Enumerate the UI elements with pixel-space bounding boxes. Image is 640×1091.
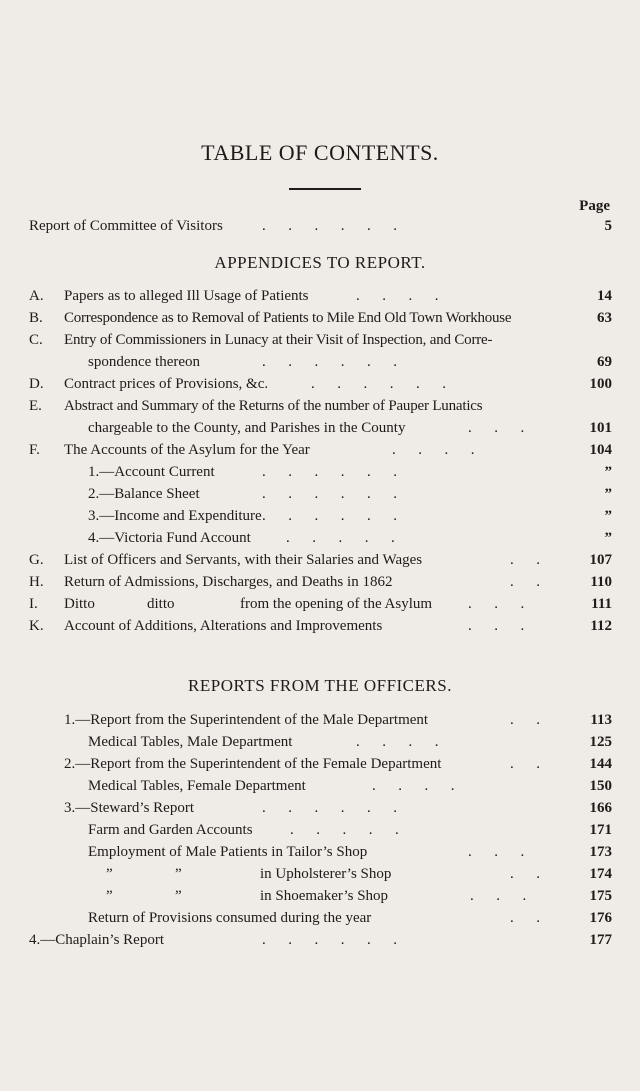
- report-entry-3-tailor: [0, 841, 640, 863]
- entry-leader: . . . . . .: [262, 800, 397, 816]
- entry-leader: . . . .: [356, 734, 439, 750]
- entry-text: 1.—Report from the Superintendent of the Male Department: [64, 712, 429, 728]
- title-rule: [289, 188, 361, 190]
- entry-text: Correspondence as to Removal of Patients to Mile End Old Town Workhouse: [64, 310, 512, 326]
- entry-text: The Accounts of the Asylum for the Year: [64, 442, 310, 458]
- entry-text-detail: from the opening of the Asylum: [240, 596, 433, 612]
- entry-leader: . . . . . .: [262, 218, 397, 234]
- entry-letter: F.: [29, 442, 40, 458]
- appendix-entry-a: [0, 285, 640, 307]
- entry-text-detail: in Shoemaker’s Shop: [260, 888, 389, 904]
- report-entry-2: [0, 753, 640, 775]
- entry-page: ”: [604, 508, 612, 524]
- entry-page: 107: [589, 552, 612, 568]
- entry-page: 144: [589, 756, 612, 772]
- entry-page: 101: [589, 420, 612, 436]
- page-title: TABLE OF CONTENTS.: [201, 140, 439, 165]
- entry-letter: I.: [29, 596, 38, 612]
- appendix-entry-f2: [0, 483, 640, 505]
- entry-leader: . . . . . .: [262, 486, 397, 502]
- entry-text: Medical Tables, Female Department: [88, 778, 306, 794]
- entry-leader: . .: [510, 712, 540, 728]
- appendix-entry-c: [0, 329, 640, 351]
- entry-leader: . . . . . .: [262, 354, 397, 370]
- entry-page: ”: [604, 530, 612, 546]
- entry-text: 2.—Report from the Superintendent of the Female Department: [64, 756, 442, 772]
- entry-letter: H.: [29, 574, 44, 590]
- entry-leader: . . . . . .: [311, 376, 446, 392]
- entry-ditto-mark: ”: [175, 888, 182, 904]
- entry-text: 3.—Income and Expenditure: [88, 508, 262, 524]
- entry-page: 173: [589, 844, 612, 860]
- report-entry-3-shoemaker: [0, 885, 640, 907]
- entry-page: 63: [597, 310, 612, 326]
- entry-letter: C.: [29, 332, 43, 348]
- appendix-entry-e-cont: [0, 417, 640, 439]
- appendix-entry-h: [0, 571, 640, 593]
- report-entry-4: [0, 929, 640, 951]
- entry-leader: . .: [510, 756, 540, 772]
- entry-leader: . .: [510, 866, 540, 882]
- appendix-entry-k: [0, 615, 640, 637]
- entry-leader: . . .: [468, 420, 525, 436]
- report-entry-3-farm: [0, 819, 640, 841]
- entry-leader: . . .: [468, 844, 525, 860]
- entry-leader: . . . . . .: [262, 932, 397, 948]
- entry-page: 14: [597, 288, 612, 304]
- appendix-entry-i: [0, 593, 640, 615]
- entry-page: 150: [589, 778, 612, 794]
- entry-text: Abstract and Summary of the Returns of the number of Pauper Lunatics: [64, 398, 483, 414]
- entry-text: Account of Additions, Alterations and Improvements: [64, 618, 383, 634]
- entry-leader: . . . . . .: [262, 464, 397, 480]
- entry-page: 111: [591, 596, 612, 612]
- entry-page: 113: [590, 712, 612, 728]
- entry-leader: . . .: [470, 888, 527, 904]
- entry-text: Farm and Garden Accounts: [88, 822, 253, 838]
- entry-page: ”: [604, 486, 612, 502]
- appendix-entry-f1: [0, 461, 640, 483]
- entry-text: 4.—Chaplain’s Report: [29, 932, 164, 948]
- entry-leader: . .: [510, 574, 540, 590]
- appendix-entry-f4: [0, 527, 640, 549]
- entry-ditto-mark: ”: [106, 866, 113, 882]
- entry-letter: G.: [29, 552, 44, 568]
- entry-page: ”: [604, 464, 612, 480]
- appendices-heading: APPENDICES TO REPORT.: [214, 253, 426, 272]
- entry-page: 110: [590, 574, 612, 590]
- entry-text: Employment of Male Patients in Tailor’s Shop: [88, 844, 368, 860]
- entry-ditto-mark: ”: [175, 866, 182, 882]
- entry-ditto-mark: ”: [106, 888, 113, 904]
- appendix-entry-b: [0, 307, 640, 329]
- entry-page: 166: [589, 800, 612, 816]
- report-entry-2-tables: [0, 775, 640, 797]
- entry-page: 100: [589, 376, 612, 392]
- entry-letter: A.: [29, 288, 44, 304]
- appendix-entry-f: [0, 439, 640, 461]
- entry-leader: . .: [510, 552, 540, 568]
- report-entry-3: [0, 797, 640, 819]
- appendix-entry-c-cont: [0, 351, 640, 373]
- entry-text: 2.—Balance Sheet: [88, 486, 200, 502]
- toc-entry-committee-report: [0, 215, 640, 237]
- entry-page: 104: [589, 442, 612, 458]
- appendix-entry-f3: [0, 505, 640, 527]
- entry-letter: K.: [29, 618, 44, 634]
- entry-letter: D.: [29, 376, 44, 392]
- entry-text: Medical Tables, Male Department: [88, 734, 293, 750]
- entry-text: Papers as to alleged Ill Usage of Patients: [64, 288, 309, 304]
- appendix-entry-e: [0, 395, 640, 417]
- report-entry-3-provisions: [0, 907, 640, 929]
- entry-page: 69: [597, 354, 612, 370]
- entry-leader: . . . .: [392, 442, 475, 458]
- entry-text: 1.—Account Current: [88, 464, 215, 480]
- entry-text: 3.—Steward’s Report: [64, 800, 194, 816]
- entry-text: Contract prices of Provisions, &c.: [64, 376, 269, 392]
- entry-text: Return of Admissions, Discharges, and Deaths in 1862: [64, 574, 393, 590]
- entry-leader: . . . . .: [290, 822, 399, 838]
- entry-page: 176: [589, 910, 612, 926]
- entry-page: 171: [589, 822, 612, 838]
- entry-text: Return of Provisions consumed during the year: [88, 910, 372, 926]
- appendix-entry-g: [0, 549, 640, 571]
- page-column-header: Page: [579, 198, 610, 214]
- entry-text-detail: in Upholsterer’s Shop: [260, 866, 392, 882]
- entry-leader: . . . . .: [286, 530, 395, 546]
- entry-page: 112: [590, 618, 612, 634]
- entry-text: Entry of Commissioners in Lunacy at their Visit of Inspection, and Corre-: [64, 332, 493, 348]
- entry-leader: . .: [510, 910, 540, 926]
- entry-leader: . . . . . .: [262, 508, 397, 524]
- entry-page: 174: [589, 866, 612, 882]
- entry-text: spondence thereon: [88, 354, 201, 370]
- entry-letter: B.: [29, 310, 43, 326]
- report-entry-3-upholsterer: [0, 863, 640, 885]
- entry-ditto: ditto: [147, 596, 175, 612]
- entry-text: Report of Committee of Visitors: [29, 218, 223, 234]
- entry-page: 175: [589, 888, 612, 904]
- entry-page: 5: [604, 218, 612, 234]
- entry-page: 125: [589, 734, 612, 750]
- entry-text: Ditto: [64, 596, 95, 612]
- entry-text: List of Officers and Servants, with their Salaries and Wages: [64, 552, 423, 568]
- entry-leader: . . .: [468, 596, 525, 612]
- report-entry-1-tables: [0, 731, 640, 753]
- entry-page: 177: [589, 932, 612, 948]
- entry-leader: . . .: [468, 618, 525, 634]
- reports-heading: REPORTS FROM THE OFFICERS.: [188, 676, 452, 695]
- entry-letter: E.: [29, 398, 42, 414]
- report-entry-1: [0, 709, 640, 731]
- entry-text: 4.—Victoria Fund Account: [88, 530, 251, 546]
- entry-leader: . . . .: [372, 778, 455, 794]
- entry-text: chargeable to the County, and Parishes in the County: [88, 420, 406, 436]
- appendix-entry-d: [0, 373, 640, 395]
- entry-leader: . . . .: [356, 288, 439, 304]
